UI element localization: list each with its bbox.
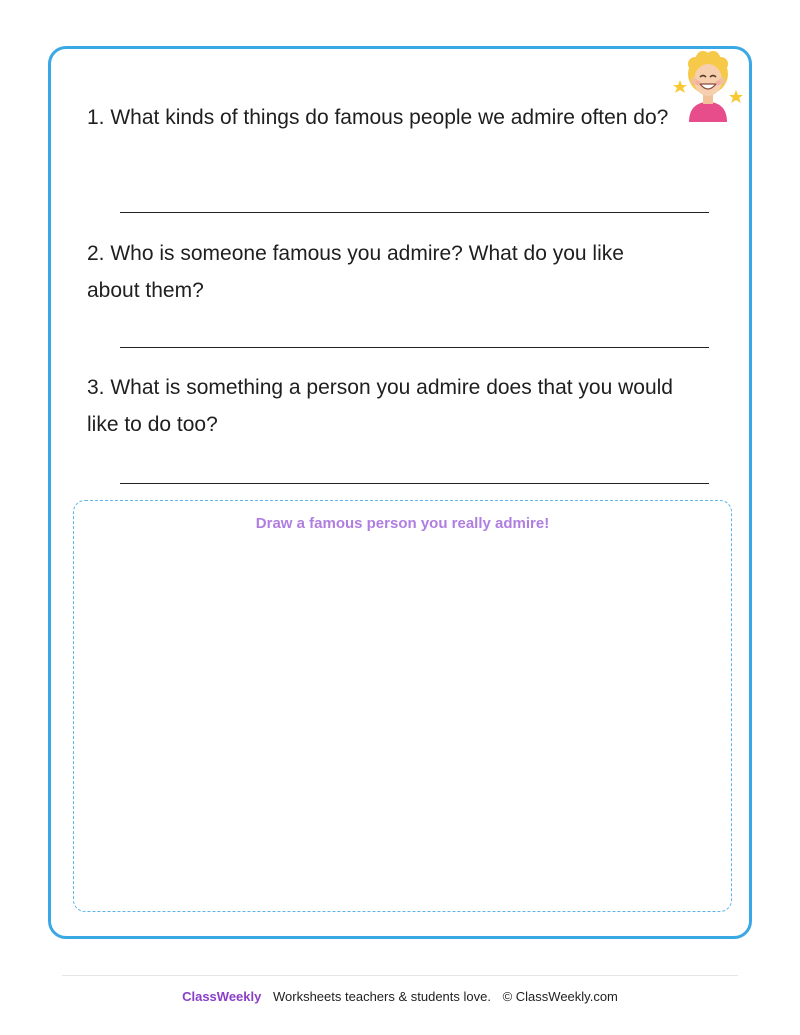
answer-line-3[interactable] xyxy=(120,483,709,484)
question-1: 1. What kinds of things do famous people we admire often do? xyxy=(87,106,669,129)
footer-divider xyxy=(62,975,738,976)
footer-brand[interactable]: ClassWeekly xyxy=(182,989,262,1004)
question-2: 2. Who is someone famous you admire? What do you like about them? xyxy=(87,242,624,302)
footer-tagline: Worksheets teachers & students love. xyxy=(272,989,491,1004)
footer-copyright: © ClassWeekly.com xyxy=(502,989,618,1004)
smiling-kid-with-stars-icon xyxy=(673,50,743,122)
answer-line-1[interactable] xyxy=(120,212,709,213)
drawing-prompt: Draw a famous person you really admire! xyxy=(255,515,550,532)
question-3: 3. What is something a person you admire does that you would like to do too? xyxy=(87,376,673,436)
answer-line-2[interactable] xyxy=(120,347,709,348)
drawing-area[interactable] xyxy=(73,500,732,912)
footer xyxy=(0,989,800,1004)
